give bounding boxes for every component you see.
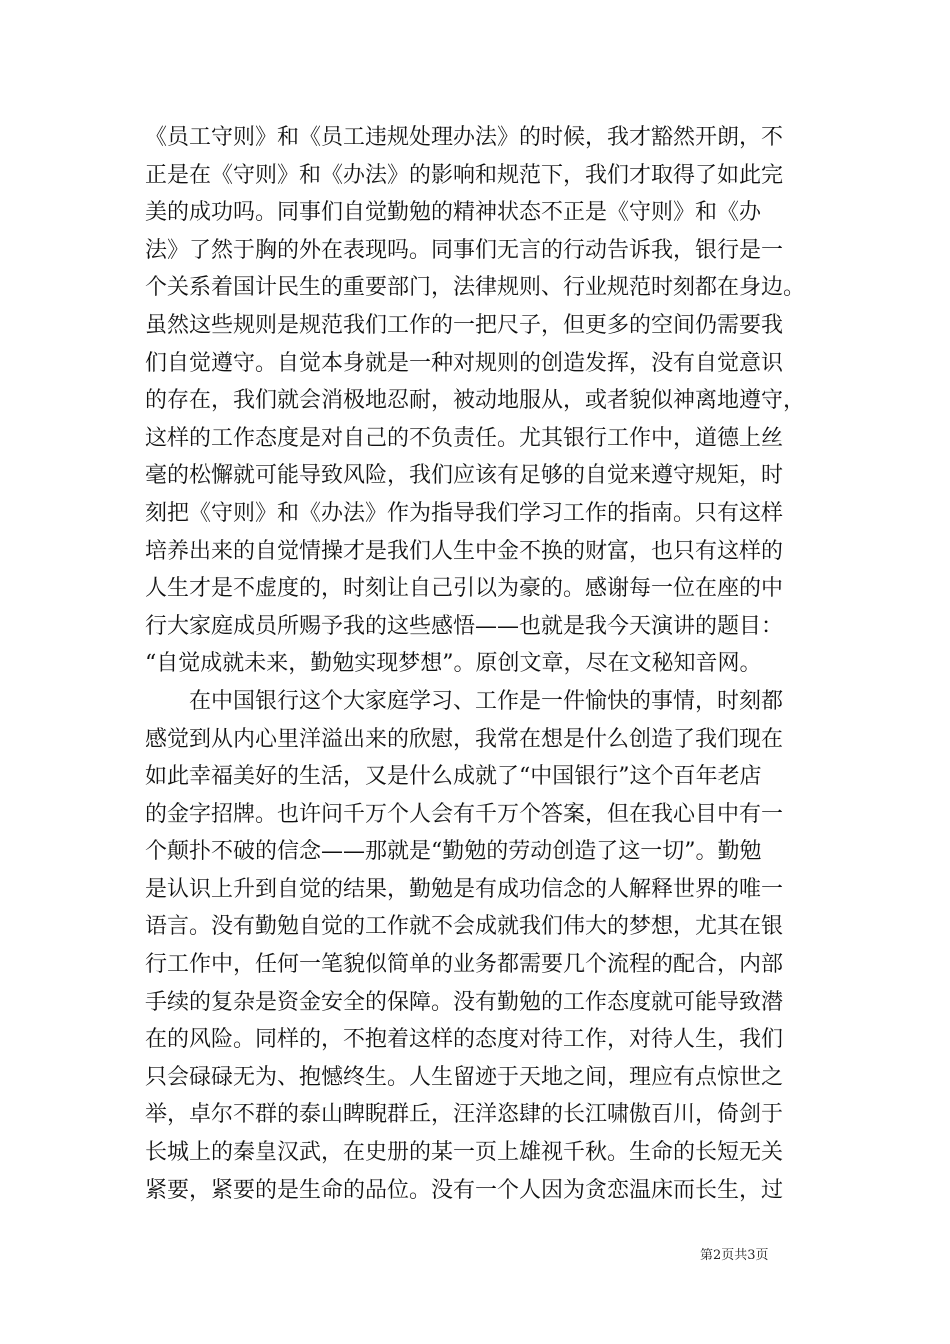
paragraph-start-line: 在中国银行这个大家庭学习、工作是一件愉快的事情，时刻都 [189, 688, 784, 714]
text-line: 们自觉遵守。自觉本身就是一种对规则的创造发挥，没有自觉意识 [145, 350, 784, 376]
text-line: 这样的工作态度是对自己的不负责任。尤其银行工作中，道德上丝 [145, 425, 784, 451]
page-number-footer: 第2页共3页 [700, 1248, 769, 1263]
text-line: “自觉成就未来，勤勉实现梦想”。原创文章，尽在文秘知音网。 [145, 651, 762, 677]
text-line: 法》了然于胸的外在表现吗。同事们无言的行动告诉我，银行是一 [145, 237, 784, 263]
text-line: 手续的复杂是资金安全的保障。没有勤勉的工作态度就可能导致潜 [145, 989, 784, 1015]
text-line: 的存在，我们就会消极地忍耐，被动地服从，或者貌似神离地遵守， [145, 388, 806, 414]
text-line: 行工作中，任何一笔貌似简单的业务都需要几个流程的配合，内部 [145, 952, 784, 978]
text-line: 个关系着国计民生的重要部门，法律规则、行业规范时刻都在身边。 [145, 275, 806, 301]
text-line: 培养出来的自觉情操才是我们人生中金不换的财富，也只有这样的 [145, 538, 784, 564]
text-line: 虽然这些规则是规范我们工作的一把尺子，但更多的空间仍需要我 [145, 312, 784, 338]
text-line: 美的成功吗。同事们自觉勤勉的精神状态不正是《守则》和《办 [145, 200, 762, 226]
text-line: 语言。没有勤勉自觉的工作就不会成就我们伟大的梦想，尤其在银 [145, 914, 784, 940]
text-line: 感觉到从内心里洋溢出来的欣慰，我常在想是什么创造了我们现在 [145, 726, 784, 752]
text-line: 长城上的秦皇汉武，在史册的某一页上雄视千秋。生命的长短无关 [145, 1140, 784, 1166]
text-line: 行大家庭成员所赐予我的这些感悟——也就是我今天演讲的题目： [145, 613, 784, 639]
text-line: 紧要，紧要的是生命的品位。没有一个人因为贪恋温床而长生，过 [145, 1177, 784, 1203]
text-line: 正是在《守则》和《办法》的影响和规范下，我们才取得了如此完 [145, 162, 784, 188]
text-line: 举，卓尔不群的泰山睥睨群丘，汪洋恣肆的长江啸傲百川，倚剑于 [145, 1102, 784, 1128]
text-line: 个颠扑不破的信念——那就是“勤勉的劳动创造了这一切”。勤勉 [145, 839, 762, 865]
text-line: 是认识上升到自觉的结果，勤勉是有成功信念的人解释世界的唯一 [145, 876, 784, 902]
text-line: 如此幸福美好的生活，又是什么成就了“中国银行”这个百年老店 [145, 764, 762, 790]
text-line: 人生才是不虚度的，时刻让自己引以为豪的。感谢每一位在座的中 [145, 576, 784, 602]
text-line: 只会碌碌无为、抱憾终生。人生留迹于天地之间，理应有点惊世之 [145, 1064, 784, 1090]
text-line: 在的风险。同样的，不抱着这样的态度对待工作，对待人生，我们 [145, 1027, 784, 1053]
text-line: 毫的松懈就可能导致风险，我们应该有足够的自觉来遵守规矩，时 [145, 463, 784, 489]
text-line: 的金字招牌。也许问千万个人会有千万个答案，但在我心目中有一 [145, 801, 784, 827]
body-text [145, 119, 825, 1209]
text-line: 刻把《守则》和《办法》作为指导我们学习工作的指南。只有这样 [145, 500, 784, 526]
text-line: 《员工守则》和《员工违规处理办法》的时候，我才豁然开朗，不 [145, 125, 784, 150]
